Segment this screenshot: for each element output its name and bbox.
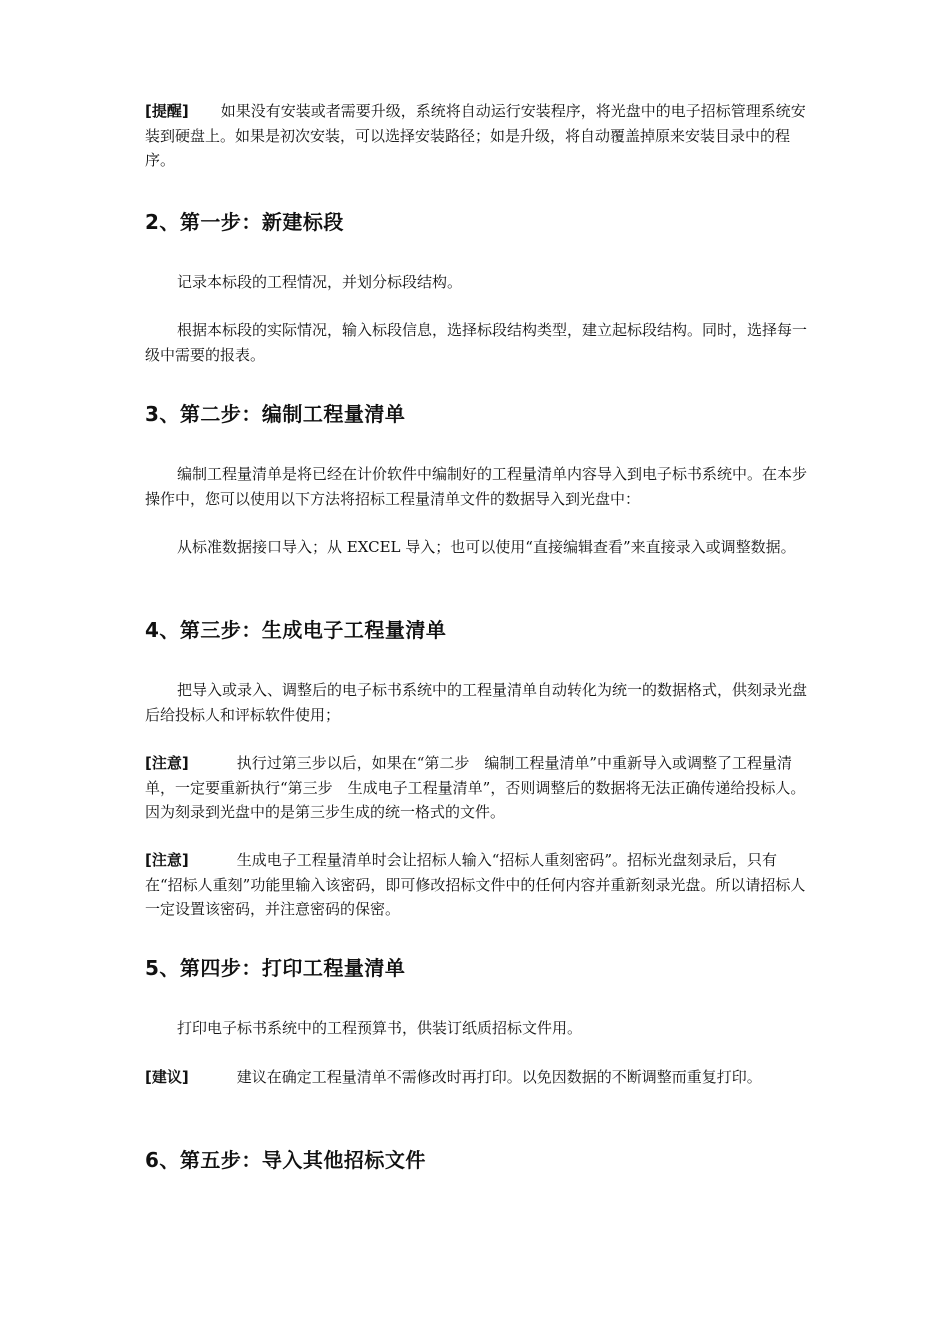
step1-text-1: 记录本标段的工程情况，并划分标段结构。 bbox=[177, 273, 463, 291]
step1-heading: 2、第一步：新建标段 bbox=[145, 210, 344, 234]
step2-heading: 3、第二步：编制工程量清单 bbox=[145, 402, 406, 426]
advice-text: 建议在确定工程量清单不需修改时再打印。以免因数据的不断调整而重复打印。 bbox=[236, 1068, 762, 1086]
note2-tag: [注意] bbox=[145, 851, 189, 869]
step5-heading: 6、第五步：导入其他招标文件 bbox=[145, 1148, 426, 1172]
step4-paragraph-1 bbox=[145, 1016, 810, 1041]
note1-block bbox=[145, 751, 810, 825]
remind-tag: [提醒] bbox=[145, 102, 189, 120]
step1-text-2: 根据本标段的实际情况，输入标段信息，选择标段结构类型，建立起标段结构。同时，选择每一级中需要的报表。 bbox=[145, 321, 808, 364]
step2-text-1: 编制工程量清单是将已经在计价软件中编制好的工程量清单内容导入到电子标书系统中。在本步操作中，您可以使用以下方法将招标工程量清单文件的数据导入到光盘中： bbox=[145, 465, 808, 508]
advice-tag: [建议] bbox=[145, 1068, 189, 1086]
step4-heading: 5、第四步：打印工程量清单 bbox=[145, 956, 406, 980]
step2-text-2: 从标准数据接口导入；从 EXCEL 导入；也可以使用“直接编辑查看”来直接录入或调整数据。 bbox=[177, 538, 796, 556]
step2-paragraph-2 bbox=[145, 535, 810, 560]
note1-text: 执行过第三步以后，如果在“第二步 编制工程量清单”中重新导入或调整了工程量清单，一定要重新执行“第三步 生成电子工程量清单”，否则调整后的数据将无法正确传递给投标人。因为刻录到光盘中的是第三步生成的统一格式的文件。 bbox=[145, 754, 806, 821]
step4-text-1: 打印电子标书系统中的工程预算书，供装订纸质招标文件用。 bbox=[177, 1019, 583, 1037]
note2-text: 生成电子工程量清单时会让招标人输入“招标人重刻密码”。招标光盘刻录后，只有在“招标人重刻”功能里输入该密码，即可修改招标文件中的任何内容并重新刻录光盘。所以请招标人一定设置该密码，并注意密码的保密。 bbox=[145, 851, 806, 918]
advice-block bbox=[145, 1065, 810, 1090]
step1-paragraph-1 bbox=[145, 270, 810, 295]
step1-paragraph-2 bbox=[145, 318, 810, 367]
note2-block bbox=[145, 848, 810, 922]
remind-block bbox=[145, 99, 810, 173]
step3-text-1: 把导入或录入、调整后的电子标书系统中的工程量清单自动转化为统一的数据格式，供刻录光盘后给投标人和评标软件使用； bbox=[145, 681, 808, 724]
step3-heading: 4、第三步：生成电子工程量清单 bbox=[145, 618, 447, 642]
note1-tag: [注意] bbox=[145, 754, 189, 772]
step2-paragraph-1 bbox=[145, 462, 810, 511]
remind-text: 如果没有安装或者需要升级，系统将自动运行安装程序，将光盘中的电子招标管理系统安装到硬盘上。如果是初次安装，可以选择安装路径；如是升级，将自动覆盖掉原来安装目录中的程序。 bbox=[145, 102, 806, 169]
step3-paragraph-1 bbox=[145, 678, 810, 727]
